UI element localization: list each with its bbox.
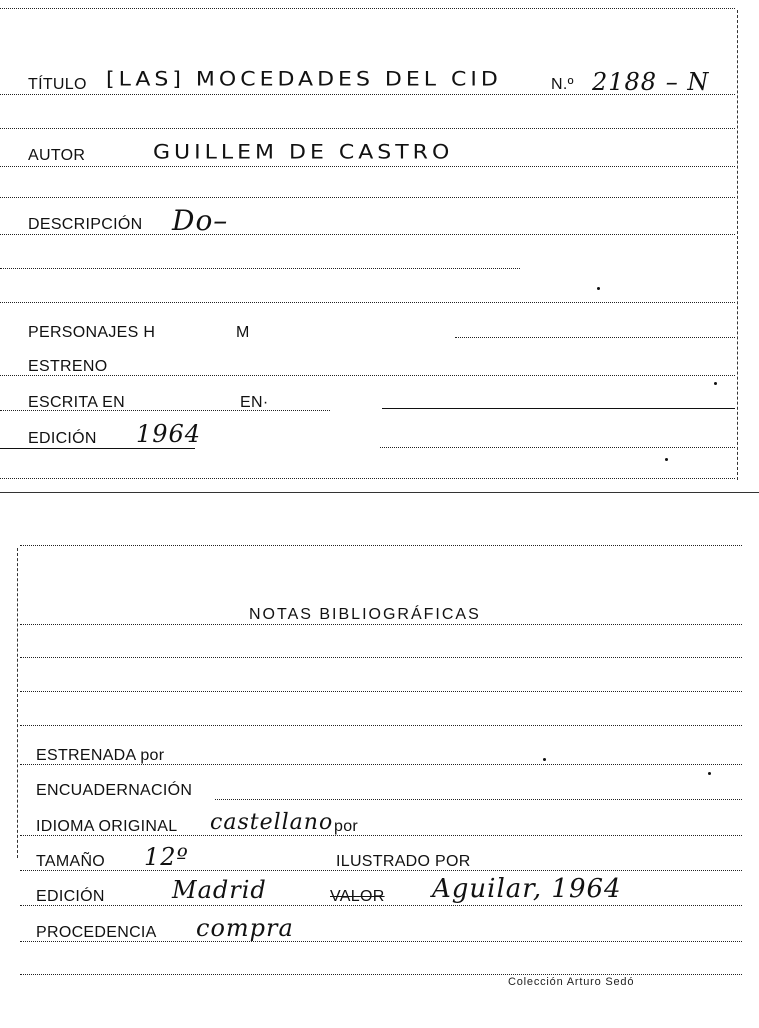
numero-value: 2188 – N xyxy=(592,68,710,96)
speck xyxy=(708,772,711,775)
card1-right-edge xyxy=(737,10,738,480)
idioma-por-label: por xyxy=(334,818,359,835)
valor-label: VALOR xyxy=(330,888,385,905)
autor-line xyxy=(0,166,735,167)
idioma-value: castellano xyxy=(210,810,334,835)
tamano-value: 12º xyxy=(144,843,189,871)
estreno-label: ESTRENO xyxy=(28,358,108,375)
card-separator xyxy=(0,492,759,493)
titulo-line xyxy=(0,94,735,95)
personajes-label: PERSONAJES H xyxy=(28,324,156,341)
blank-line-4 xyxy=(0,302,735,303)
speck xyxy=(665,458,668,461)
descripcion-line xyxy=(0,234,735,235)
edicion-line-right xyxy=(380,447,735,448)
edicion-value: 1964 xyxy=(136,420,202,448)
notas-line-1 xyxy=(20,624,742,625)
edicion-line-left xyxy=(0,448,195,449)
escrita-label: ESCRITA EN xyxy=(28,394,125,411)
estreno-line xyxy=(0,375,735,376)
idioma-label: IDIOMA ORIGINAL xyxy=(36,818,178,835)
escrita-en-label: EN· xyxy=(240,394,269,411)
procedencia-value: compra xyxy=(196,914,294,942)
idioma-line xyxy=(20,835,742,836)
tamano-label: TAMAÑO xyxy=(36,853,106,870)
titulo-value: [LAS] MOCEDADES DEL CID xyxy=(106,68,502,91)
card2-left-edge xyxy=(17,548,18,858)
edicion2-value: Madrid xyxy=(172,876,267,904)
edicion2-line xyxy=(20,905,742,906)
card1-bottom-edge xyxy=(0,478,735,479)
procedencia-label: PROCEDENCIA xyxy=(36,924,157,941)
speck xyxy=(714,382,717,385)
estrenada-label: ESTRENADA por xyxy=(36,747,165,764)
speck xyxy=(597,287,600,290)
titulo-label: TÍTULO xyxy=(28,76,87,93)
edicion2-label: EDICIÓN xyxy=(36,888,105,905)
descripcion-value: Do– xyxy=(172,204,229,237)
blank-line-3 xyxy=(0,268,520,269)
encuadernacion-line xyxy=(215,799,742,800)
personajes-line xyxy=(455,337,735,338)
escrita-line-right xyxy=(382,408,735,409)
encuadernacion-label: ENCUADERNACIÓN xyxy=(36,782,193,799)
card2-top-edge xyxy=(20,545,742,546)
blank-line-1 xyxy=(0,128,735,129)
notas-heading: NOTAS BIBLIOGRÁFICAS xyxy=(249,606,481,623)
blank-line-2 xyxy=(0,197,735,198)
valor-value: Aguilar, 1964 xyxy=(432,874,622,904)
tamano-line xyxy=(20,870,742,871)
card2-bottom-line xyxy=(20,974,742,975)
ilustrado-label: ILUSTRADO POR xyxy=(336,853,471,870)
card1-top-edge xyxy=(0,8,735,9)
autor-label: AUTOR xyxy=(28,147,86,164)
autor-value: GUILLEM DE CASTRO xyxy=(153,141,454,164)
edicion-label: EDICIÓN xyxy=(28,430,97,447)
speck xyxy=(543,758,546,761)
descripcion-label: DESCRIPCIÓN xyxy=(28,216,143,233)
estrenada-line xyxy=(20,764,742,765)
personajes-m-label: M xyxy=(236,324,250,341)
procedencia-line xyxy=(20,941,742,942)
escrita-line-left xyxy=(0,410,330,411)
notas-line-4 xyxy=(20,725,742,726)
notas-line-2 xyxy=(20,657,742,658)
collection-credit: Colección Arturo Sedó xyxy=(508,976,635,988)
numero-label: N.º xyxy=(551,76,574,93)
notas-line-3 xyxy=(20,691,742,692)
